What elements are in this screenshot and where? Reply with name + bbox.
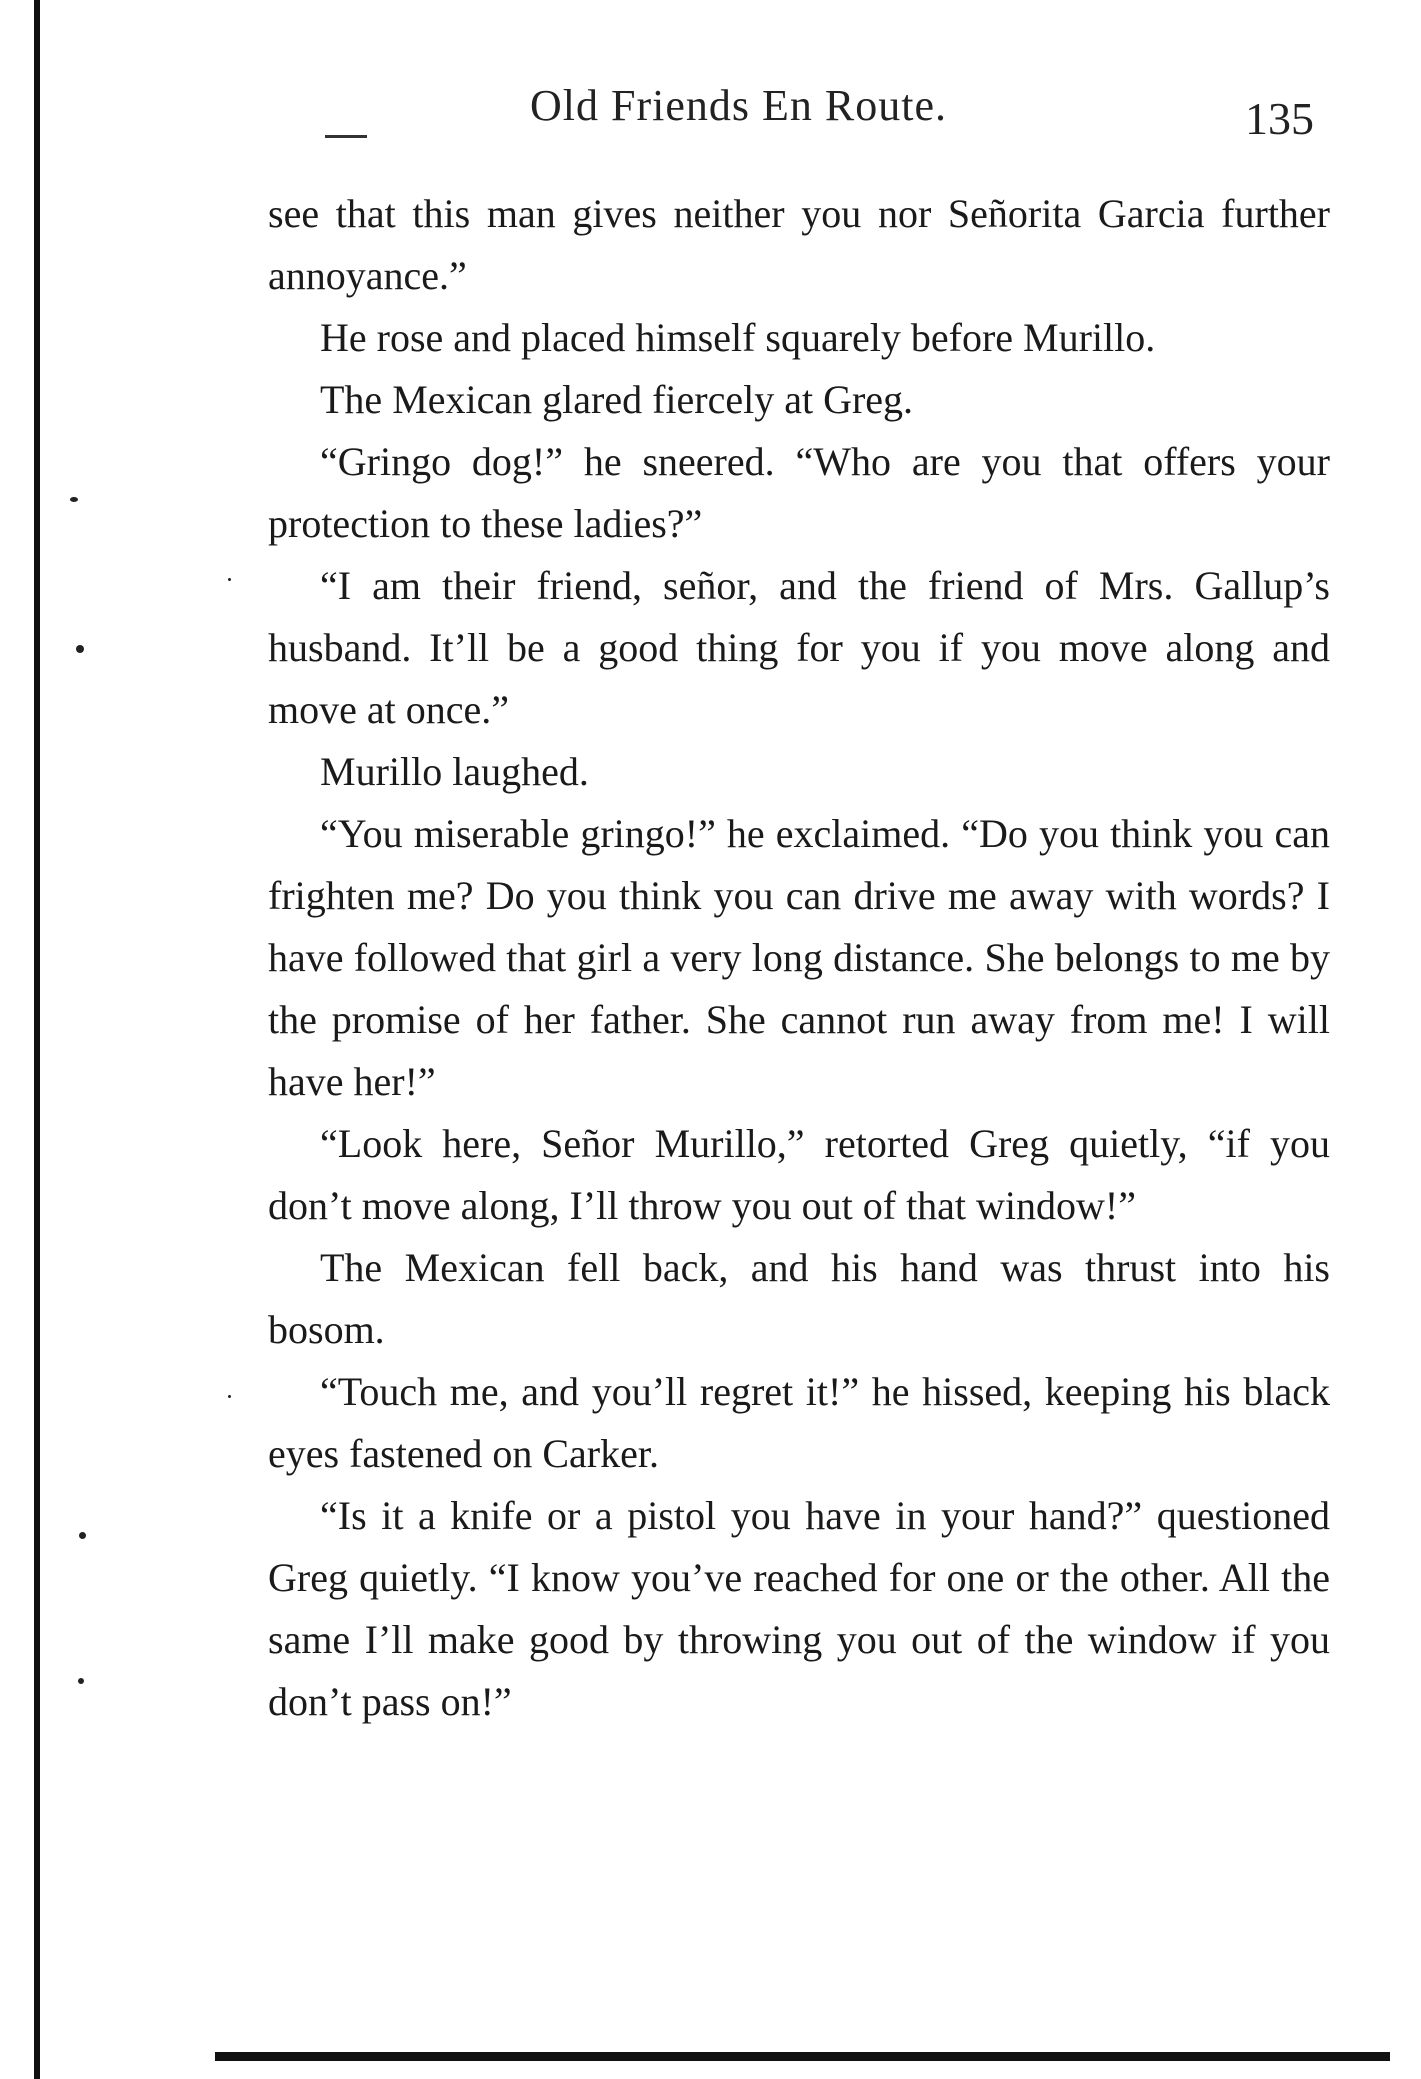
paragraph-7: “You miserable gringo!” he exclaimed. “Do you think you can frighten me? Do you think you can drive me away with words? I have followed that girl a very long distance. She belongs to me by the promise of her father. She cannot run away from me! I will have her!”: [268, 811, 1330, 1104]
paragraph-1: see that this man gives neither you nor Señorita Garcia further annoyance.”: [268, 191, 1330, 298]
paragraph-4: “Gringo dog!” he sneered. “Who are you that offers your protection to these ladies?”: [268, 439, 1330, 546]
margin-speck: [76, 645, 84, 653]
paragraph-8: “Look here, Señor Murillo,” retorted Greg quietly, “if you don’t move along, I’ll throw you out of that window!”: [268, 1121, 1330, 1228]
paragraph-10: “Touch me, and you’ll regret it!” he hissed, keeping his black eyes fastened on Carker.: [268, 1369, 1330, 1476]
paragraph-3: The Mexican glared fiercely at Greg.: [320, 377, 914, 422]
header-dash: [325, 135, 367, 138]
binding-edge-rule: [34, 0, 40, 2079]
body-text: [268, 183, 1330, 1733]
paragraph-11: “Is it a knife or a pistol you have in your hand?” questioned Greg quietly. “I know you’ve reached for one or the other. All the same I’ll make good by throwing you out of the window if you don’t pass on!”: [268, 1493, 1330, 1724]
paragraph-2: He rose and placed himself squarely before Murillo.: [320, 315, 1156, 360]
margin-speck: [228, 1395, 231, 1398]
paragraph-6: Murillo laughed.: [320, 749, 589, 794]
paragraph-9: The Mexican fell back, and his hand was thrust into his bosom.: [268, 1245, 1330, 1352]
margin-speck: [78, 1678, 84, 1684]
running-title: Old Friends En Route.: [530, 81, 947, 130]
margin-speck: [79, 1532, 86, 1539]
page-number: 135: [1245, 93, 1314, 144]
paragraph-5: “I am their friend, señor, and the friend of Mrs. Gallup’s husband. It’ll be a good thing for you if you move along and move at once.”: [268, 563, 1330, 732]
margin-speck: [70, 497, 78, 502]
bottom-rule: [215, 2052, 1390, 2061]
margin-speck: [228, 578, 231, 581]
